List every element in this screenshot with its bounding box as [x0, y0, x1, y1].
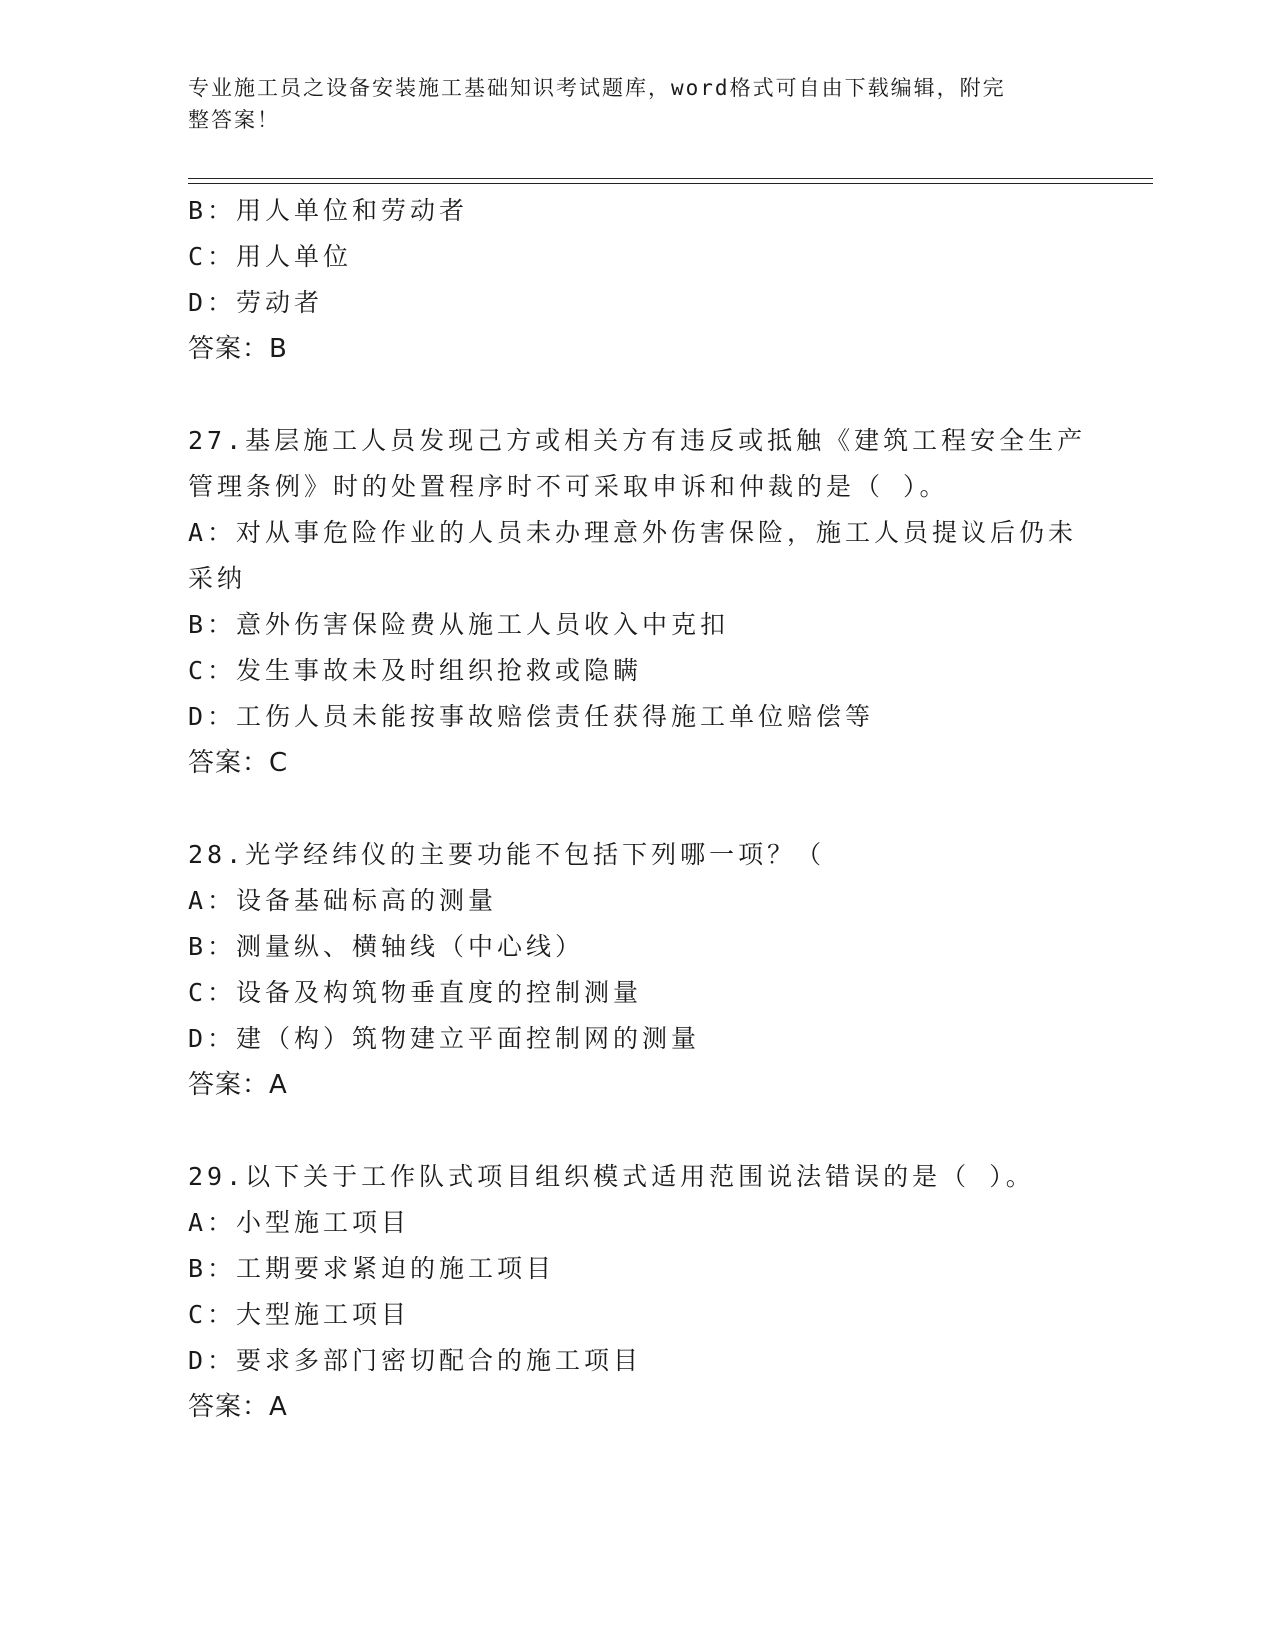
question-stem: 28.光学经纬仪的主要功能不包括下列哪一项？（ [188, 840, 826, 869]
question-27 [188, 418, 1088, 786]
answer: 答案：A [188, 1070, 288, 1100]
header-divider [188, 178, 1153, 184]
option-a: A：对从事危险作业的人员未办理意外伤害保险，施工人员提议后仍未 [188, 518, 1078, 547]
option-d: D：要求多部门密切配合的施工项目 [188, 1346, 643, 1375]
question-stem: 29.以下关于工作队式项目组织模式适用范围说法错误的是（ ）。 [188, 1162, 1035, 1191]
option-b: B：用人单位和劳动者 [188, 196, 469, 225]
option-b: B：意外伤害保险费从施工人员收入中克扣 [188, 610, 730, 639]
spacer [188, 786, 1088, 832]
question-29 [188, 1154, 1088, 1430]
option-c: C：发生事故未及时组织抢救或隐瞒 [188, 656, 643, 685]
question-list [188, 188, 1088, 1430]
option-d: D：劳动者 [188, 288, 324, 317]
header-title-line-2: 整答案！ [188, 108, 280, 132]
question-26-tail [188, 188, 1088, 372]
question-stem-continued: 管理条例》时的处置程序时不可采取申诉和仲裁的是（ ）。 [188, 472, 949, 501]
answer: 答案：A [188, 1392, 288, 1422]
option-a: A：设备基础标高的测量 [188, 886, 498, 915]
question-28 [188, 832, 1088, 1108]
option-a-continued: 采纳 [188, 564, 247, 593]
spacer [188, 1108, 1088, 1154]
option-d: D：工伤人员未能按事故赔偿责任获得施工单位赔偿等 [188, 702, 875, 731]
answer: 答案：B [188, 334, 288, 364]
header-title-line-1: 专业施工员之设备安装施工基础知识考试题库，word格式可自由下载编辑，附完 [188, 76, 1006, 100]
option-c: C：用人单位 [188, 242, 353, 271]
answer: 答案：C [188, 748, 289, 778]
option-c: C：大型施工项目 [188, 1300, 411, 1329]
option-b: B：测量纵、横轴线（中心线） [188, 932, 585, 961]
spacer [188, 372, 1088, 418]
document-header [188, 72, 1068, 136]
option-a: A：小型施工项目 [188, 1208, 411, 1237]
question-stem: 27.基层施工人员发现己方或相关方有违反或抵触《建筑工程安全生产 [188, 426, 1087, 455]
option-c: C：设备及构筑物垂直度的控制测量 [188, 978, 643, 1007]
option-b: B：工期要求紧迫的施工项目 [188, 1254, 556, 1283]
option-d: D：建（构）筑物建立平面控制网的测量 [188, 1024, 701, 1053]
